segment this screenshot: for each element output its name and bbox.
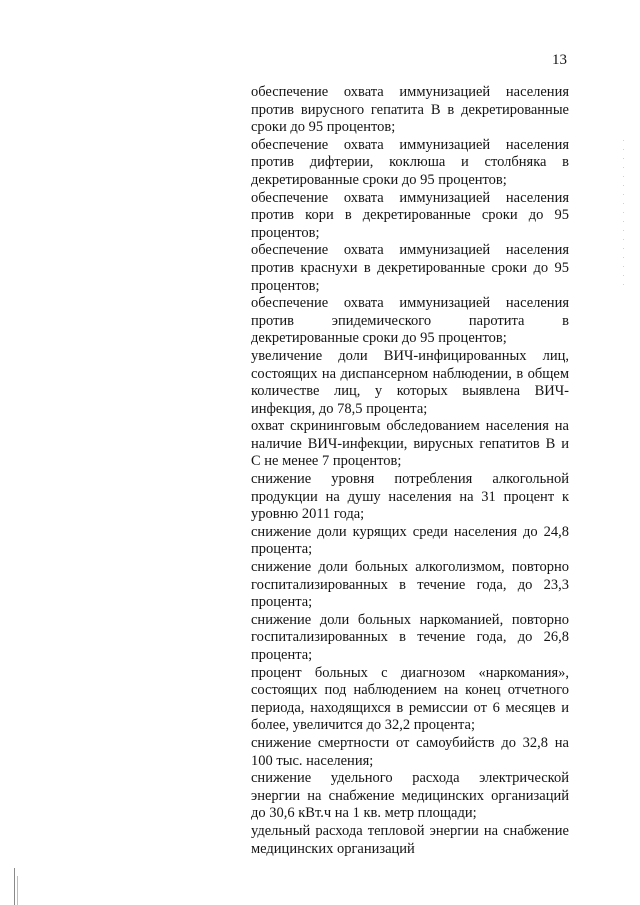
page-number: 13 bbox=[552, 52, 567, 68]
list-item: обеспечение охвата иммунизацией населения против дифтерии, коклюша и столбняка в декретированные сроки до 95 процентов; bbox=[251, 136, 569, 188]
list-item: обеспечение охвата иммунизацией населения против кори в декретированные сроки до 95 процентов; bbox=[251, 189, 569, 241]
list-item: обеспечение охвата иммунизацией населения против краснухи в декретированные сроки до 95 процентов; bbox=[251, 242, 569, 294]
list-item: снижение удельного расхода электрической энергии на снабжение медицинских организаций до 30,6 кВт.ч на 1 кв. метр площади; bbox=[251, 770, 569, 822]
list-item: снижение доли больных алкоголизмом, повторно госпитализированных в течение года, до 23,3 процента; bbox=[251, 559, 569, 611]
list-item: увеличение доли ВИЧ-инфицированных лиц, состоящих на диспансерном наблюдении, в общем количестве лиц, у которых выявлена ВИЧ-инфекция, до 78,5 процента; bbox=[251, 347, 569, 417]
list-item: снижение доли курящих среди населения до 24,8 процента; bbox=[251, 523, 569, 558]
list-item: снижение доли больных наркоманией, повторно госпитализированных в течение года, до 26,8 процента; bbox=[251, 611, 569, 663]
binding-margin-line bbox=[14, 868, 15, 905]
document-body bbox=[251, 84, 569, 858]
list-item: процент больных с диагнозом «наркомания», состоящих под наблюдением на конец отчетного периода, находящихся в ремиссии от 6 месяцев и более, увеличится до 32,2 процента; bbox=[251, 664, 569, 734]
list-item: обеспечение охвата иммунизацией населения против эпидемического паротита в декретированные сроки до 95 процентов; bbox=[251, 295, 569, 347]
binding-margin-line bbox=[17, 876, 18, 905]
list-item: обеспечение охвата иммунизацией населения против вирусного гепатита В в декретированные сроки до 95 процентов; bbox=[251, 84, 569, 136]
list-item: снижение смертности от самоубийств до 32,8 на 100 тыс. населения; bbox=[251, 734, 569, 769]
list-item: охват скрининговым обследованием населения на наличие ВИЧ-инфекции, вирусных гепатитов В и С не менее 7 процентов; bbox=[251, 418, 569, 470]
list-item: снижение уровня потребления алкогольной продукции на душу населения на 31 процент к уровню 2011 года; bbox=[251, 471, 569, 523]
list-item: удельный расхода тепловой энергии на снабжение медицинских организаций bbox=[251, 822, 569, 857]
scan-artifact bbox=[623, 140, 624, 290]
